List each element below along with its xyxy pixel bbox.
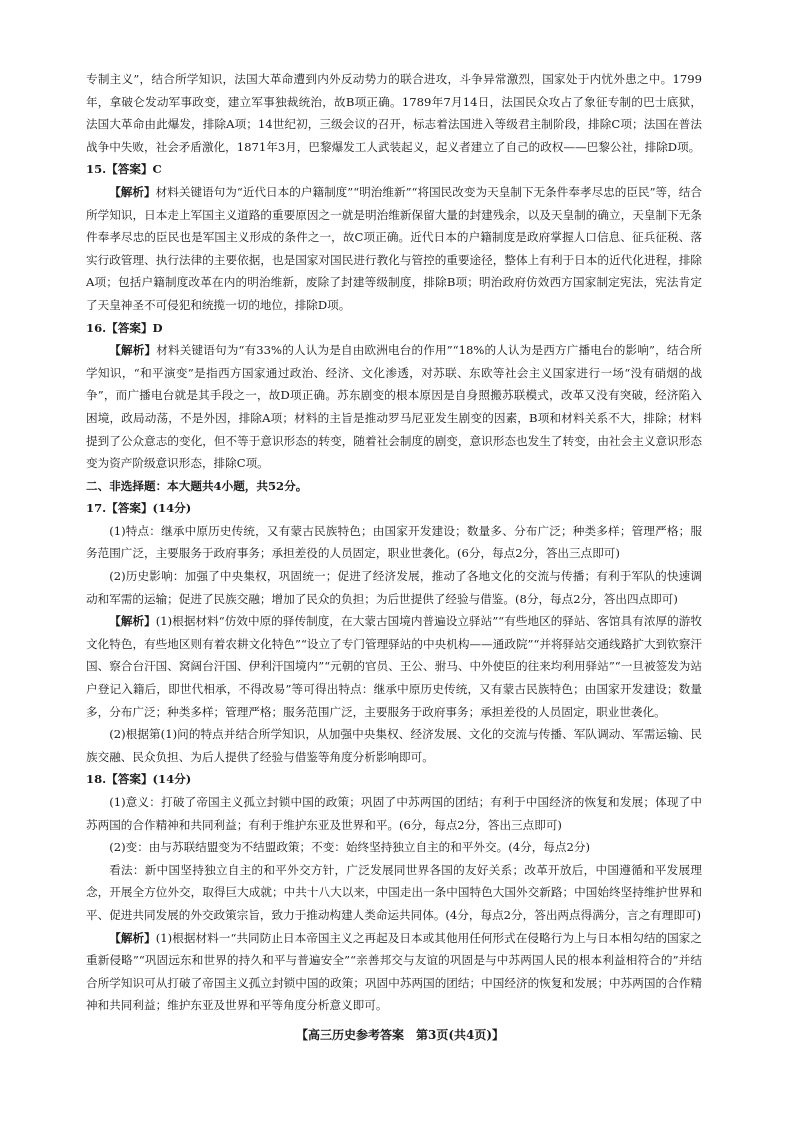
question-18-analysis: 【解析】(1)根据材料一“共同防止日本帝国主义之再起及日本或其他用任何形式在侵略行为上与日本相勾结的国家之重新侵略”“巩固远东和世界的持久和平与普遍安全”“亲善邦交与友谊的巩固是与中苏两国人民的根本利益相符合的”并结合所学知识可从打破了帝国主义孤立封锁中国的政策；巩固中苏两国的团结；中国经济的恢复和发展；中苏两国的合作精神和共同利益；维护东亚及世界和平等角度分析意义即可。 [86, 930, 702, 1013]
question-16-analysis: 【解析】材料关键语句为“有33%的人认为是自由欧洲电台的作用”“18%的人认为是西方广播电台的影响”，结合所学知识，“和平演变”是指西方国家通过政治、经济、文化渗透，对苏联、东欧等社会主义国家进行一场“没有硝烟的战争”，而广播电台就是其手段之一，故D项正确。苏东剧变的根本原因是自身照搬苏联模式，改革又没有突破，经济陷入困境，政局动荡，不是外因，排除A项；材料的主旨是推动罗马尼亚发生剧变的因素，B项和材料关系不大，排除；材料提到了公众意志的变化，但不等于意识形态的转变，随着社会制度的剧变，意识形态也发生了转变，由社会主义意识形态变为资产阶级意识形态，排除C项。 [86, 343, 702, 471]
continuation-paragraph: 专制主义”，结合所学知识，法国大革命遭到内外反动势力的联合进攻，斗争异常激烈，国家处于内忧外患之中。1799年，拿破仑发动军事政变，建立军事独裁统治，故B项正确。1789年7月14日，法国民众攻占了象征专制的巴士底狱，法国大革命由此爆发，排除A项；14世纪初，三级会议的召开，标志着法国进入等级君主制阶段，排除C项；法国在普法战争中失败，社会矛盾激化，1871年3月，巴黎爆发工人武装起义，起义者建立了自己的政权——巴黎公社，排除D项。 [86, 72, 702, 154]
question-17-part1: (1)特点：继承中原历史传统，又有蒙古民族特色；由国家开发建设；数量多、分布广泛；种类多样；管理严格；服务范围广泛，主要服务于政府事务；承担差役的人员固定，职业世袭化。(6分，每点2分，答出三点即可) [86, 523, 702, 561]
question-17-analysis-2: (2)根据第(1)问的特点并结合所学知识，从加强中央集权、经济发展、文化的交流与传播、军队调动、军需运输、民族交融、民众负担、为后人提供了经验与借鉴等角度分析影响即可。 [86, 727, 702, 764]
section-heading: 二、非选择题：本大题共4小题，共52分。 [86, 478, 308, 493]
question-17-answer: 17.【答案】(14分) [86, 501, 192, 516]
page-footer: 【高三历史参考答案 第3页(共4页)】 [295, 1028, 505, 1042]
question-17-analysis-1: 【解析】(1)根据材料“仿效中原的驿传制度，在大蒙古国境内普遍设立驿站”“有些地区的驿站、客馆具有浓厚的游牧文化特色，有些地区则有着农耕文化特色”“设立了专门管理驿站的中央机构——通政院”“并将驿站交通线路扩大到钦察汗国、察合台汗国、窝阔台汗国、伊利汗国境内”“元朝的官员、王公、驸马、中外使臣的往来均利用驿站”“一旦被签发为站户登记入籍后，即世代相承，不得改易”等可得出特点：继承中原历史传统，又有蒙古民族特色；由国家开发建设；数量多，分布广泛；种类多样；管理严格；服务范围广泛，主要服务于政府事务；承担差役的人员固定，职业世袭化。 [86, 614, 702, 719]
question-18-answer: 18.【答案】(14分) [86, 772, 192, 787]
question-15-analysis: 【解析】材料关键语句为“近代日本的户籍制度”“明治维新”“将国民改变为天皇制下无条件奉孝尽忠的臣民”等，结合所学知识，日本走上军国主义道路的重要原因之一就是明治维新保留大量的封建残余，以及天皇制的确立，天皇制下无条件奉孝尽忠的臣民也是军国主义形成的条件之一，故C项正确。近代日本的户籍制度是政府掌握人口信息、征兵征税、落实行政管理、执行法律的主要依据，也是国家对国民进行教化与管控的重要途径，整体上有利于日本的近代化进程，排除A项；包括户籍制度改革在内的明治维新，废除了封建等级制度，排除B项；明治政府仿效西方国家制定宪法，宪法肯定了天皇神圣不可侵犯和统揽一切的地位，排除D项。 [86, 184, 702, 312]
question-15-answer: 15.【答案】C [86, 162, 162, 177]
question-18-part2: (2)变：由与苏联结盟变为不结盟政策；不变：始终坚持独立自主的和平外交。(4分，每点2分) [109, 840, 590, 855]
question-17-part2: (2)历史影响：加强了中央集权，巩固统一；促进了经济发展，推动了各地文化的交流与传播；有利于军队的快速调动和军需的运输；促进了民族交融；增加了民众的负担；为后世提供了经验与借鉴。(8分，每点2分，答出四点即可) [86, 569, 702, 606]
question-18-part1: (1)意义：打破了帝国主义孤立封锁中国的政策；巩固了中苏两国的团结；有利于中国经济的恢复和发展；体现了中苏两国的合作精神和共同利益；有利于维护东亚及世界和平。(6分，每点2分，答出三点即可) [86, 795, 702, 832]
question-18-view: 看法：新中国坚持独立自主的和平外交方针，广泛发展同世界各国的友好关系；改革开放后，中国遵循和平发展理念，开展全方位外交，取得巨大成就；中共十八大以来，中国走出一条中国特色大国外交新路；中国始终坚持维护世界和平、促进共同发展的外交政策宗旨，致力于推动构建人类命运共同体。(4分，每点2分，答出两点得满分，言之有理即可) [86, 862, 702, 922]
question-16-answer: 16.【答案】D [86, 320, 163, 335]
